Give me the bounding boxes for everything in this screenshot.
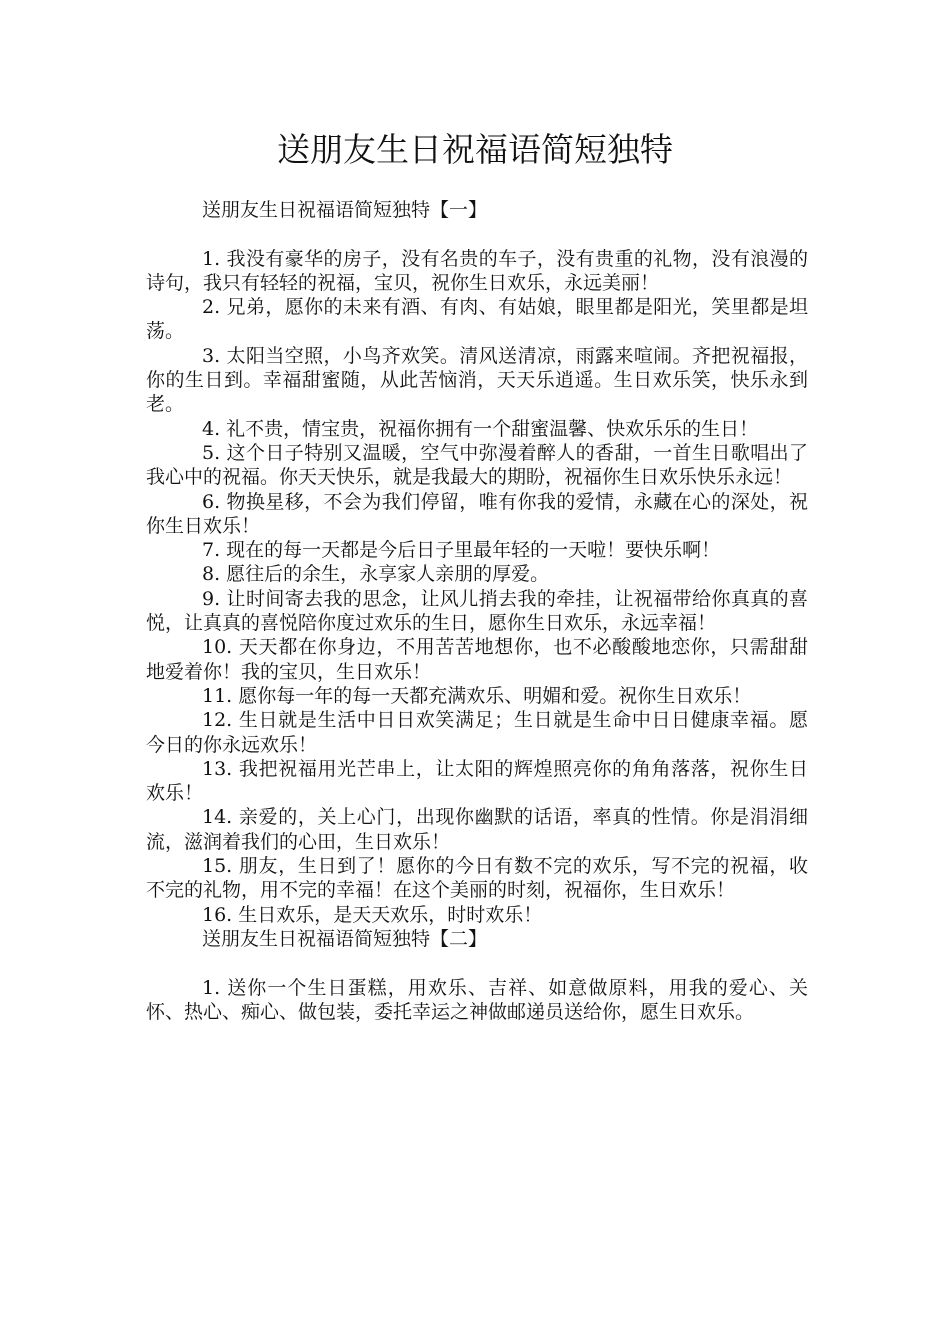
list-item: 8. 愿往后的余生，永享家人亲朋的厚爱。 — [202, 563, 550, 586]
blank-line — [146, 222, 808, 246]
list-item: 6. 物换星移，不会为我们停留，唯有你我的爱情，永藏在心的深处，祝你生日欢乐！ — [146, 490, 808, 537]
document-title: 送朋友生日祝福语简短独特 — [277, 130, 673, 169]
list-item: 12. 生日就是生活中日日欢笑满足；生日就是生命中日日健康幸福。愿今日的你永远欢乐！ — [146, 709, 808, 756]
list-item: 1. 送你一个生日蛋糕，用欢乐、吉祥、如意做原料，用我的爱心、关怀、热心、痴心、做包装，委托幸运之神做邮递员送给你，愿生日欢乐。 — [146, 976, 808, 1023]
list-item: 7. 现在的每一天都是今后日子里最年轻的一天啦！要快乐啊！ — [202, 539, 721, 562]
list-item: 1. 我没有豪华的房子，没有名贵的车子，没有贵重的礼物，没有浪漫的诗句，我只有轻轻的祝福，宝贝，祝你生日欢乐，永远美丽！ — [146, 247, 808, 294]
list-item: 13. 我把祝福用光芒串上，让太阳的辉煌照亮你的角角落落，祝你生日欢乐！ — [146, 757, 808, 805]
list-item: 5. 这个日子特别又温暖，空气中弥漫着醉人的香甜，一首生日歌唱出了我心中的祝福。你天天快乐，就是我最大的期盼，祝福你生日欢乐快乐永远！ — [146, 441, 808, 489]
list-item: 3. 太阳当空照，小鸟齐欢笑。清风送清凉，雨露来喧闹。齐把祝福报，你的生日到。幸福甜蜜随，从此苦恼消，天天乐逍遥。生日欢乐笑，快乐永到老。 — [146, 344, 808, 416]
blank-line — [146, 951, 808, 975]
list-item: 2. 兄弟，愿你的未来有酒、有肉、有姑娘，眼里都是阳光，笑里都是坦荡。 — [146, 296, 808, 343]
list-item: 9. 让时间寄去我的思念，让风儿捎去我的牵挂，让祝福带给你真真的喜悦，让真真的喜悦陪你度过欢乐的生日，愿你生日欢乐，永远幸福！ — [146, 587, 808, 635]
document-body — [146, 198, 808, 1024]
list-item: 15. 朋友，生日到了！愿你的今日有数不完的欢乐，写不完的祝福，收不完的礼物，用不完的幸福！在这个美丽的时刻，祝福你，生日欢乐！ — [146, 855, 808, 902]
section-heading: 送朋友生日祝福语简短独特【一】 — [202, 199, 488, 221]
section-heading: 送朋友生日祝福语简短独特【二】 — [202, 927, 488, 950]
list-item: 10. 天天都在你身边，不用苦苦地想你，也不必酸酸地恋你，只需甜甜地爱着你！我的宝贝，生日欢乐！ — [146, 636, 808, 683]
list-item: 4. 礼不贵，情宝贵，祝福你拥有一个甜蜜温馨、快欢乐乐的生日！ — [202, 417, 759, 440]
list-item: 11. 愿你每一年的每一天都充满欢乐、明媚和爱。祝你生日欢乐！ — [202, 684, 752, 707]
list-item: 16. 生日欢乐，是天天欢乐，时时欢乐！ — [202, 903, 543, 926]
list-item: 14. 亲爱的，关上心门，出现你幽默的话语，率真的性情。你是涓涓细流，滋润着我们的心田，生日欢乐！ — [146, 806, 808, 853]
